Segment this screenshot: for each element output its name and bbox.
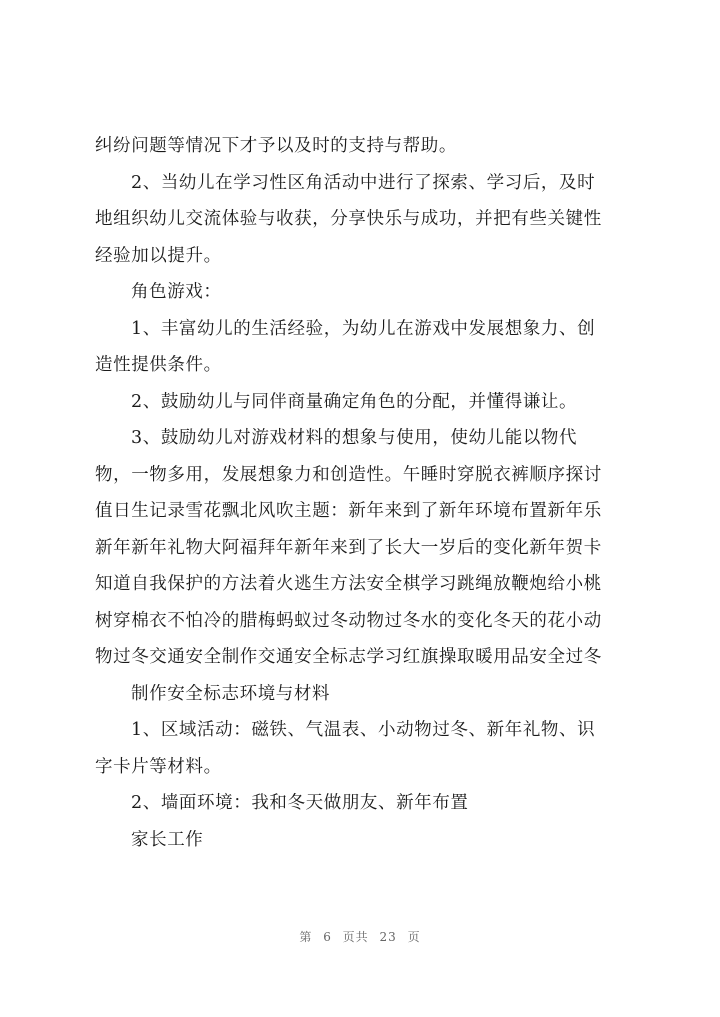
document-body — [95, 128, 635, 858]
text-line: 物过冬交通安全制作交通安全标志学习红旗操取暖用品安全过冬 — [95, 647, 602, 667]
page-footer — [0, 928, 720, 945]
text-line: 值日生记录雪花飘北风吹主题：新年来到了新年环境布置新年乐 — [95, 501, 602, 521]
text-line: 新年新年礼物大阿福拜年新年来到了长大一岁后的变化新年贺卡 — [95, 537, 602, 558]
text-line: 1、丰富幼儿的生活经验，为幼儿在游戏中发展想象力、创 — [131, 318, 596, 339]
text-line: 字卡片等材料。 — [95, 756, 222, 777]
text-line: 1、区域活动：磁铁、气温表、小动物过冬、新年礼物、识 — [131, 720, 596, 740]
text-line: 2、鼓励幼儿与同伴商量确定角色的分配，并懂得谦让。 — [131, 391, 578, 412]
text-line: 角色游戏： — [131, 282, 222, 302]
text-line: 3、鼓励幼儿对游戏材料的想象与使用，使幼儿能以物代 — [131, 428, 578, 448]
text-line: 树穿棉衣不怕冷的腊梅蚂蚁过冬动物过冬水的变化冬天的花小动 — [95, 610, 602, 631]
footer-total-pages: 23 — [379, 930, 397, 944]
footer-page-number: 6 — [323, 930, 332, 944]
text-line: 纠纷问题等情况下才予以及时的支持与帮助。 — [95, 136, 457, 156]
text-line: 2、墙面环境：我和冬天做朋友、新年布置 — [131, 793, 469, 813]
footer-prefix: 第 — [299, 930, 313, 944]
text-line: 家长工作 — [131, 829, 204, 850]
footer-middle: 页共 — [342, 930, 369, 944]
footer-suffix: 页 — [407, 930, 421, 944]
text-line: 造性提供条件。 — [95, 355, 222, 375]
text-line: 知道自我保护的方法着火逃生方法安全棋学习跳绳放鞭炮给小桃 — [95, 574, 602, 594]
text-line: 2、当幼儿在学习性区角活动中进行了探索、学习后，及时 — [131, 172, 596, 193]
text-line: 制作安全标志环境与材料 — [131, 683, 331, 704]
text-line: 物，一物多用，发展想象力和创造性。午睡时穿脱衣裤顺序探讨 — [95, 464, 602, 485]
text-line: 地组织幼儿交流体验与收获，分享快乐与成功，并把有些关键性 — [95, 209, 602, 229]
text-line: 经验加以提升。 — [95, 245, 222, 266]
